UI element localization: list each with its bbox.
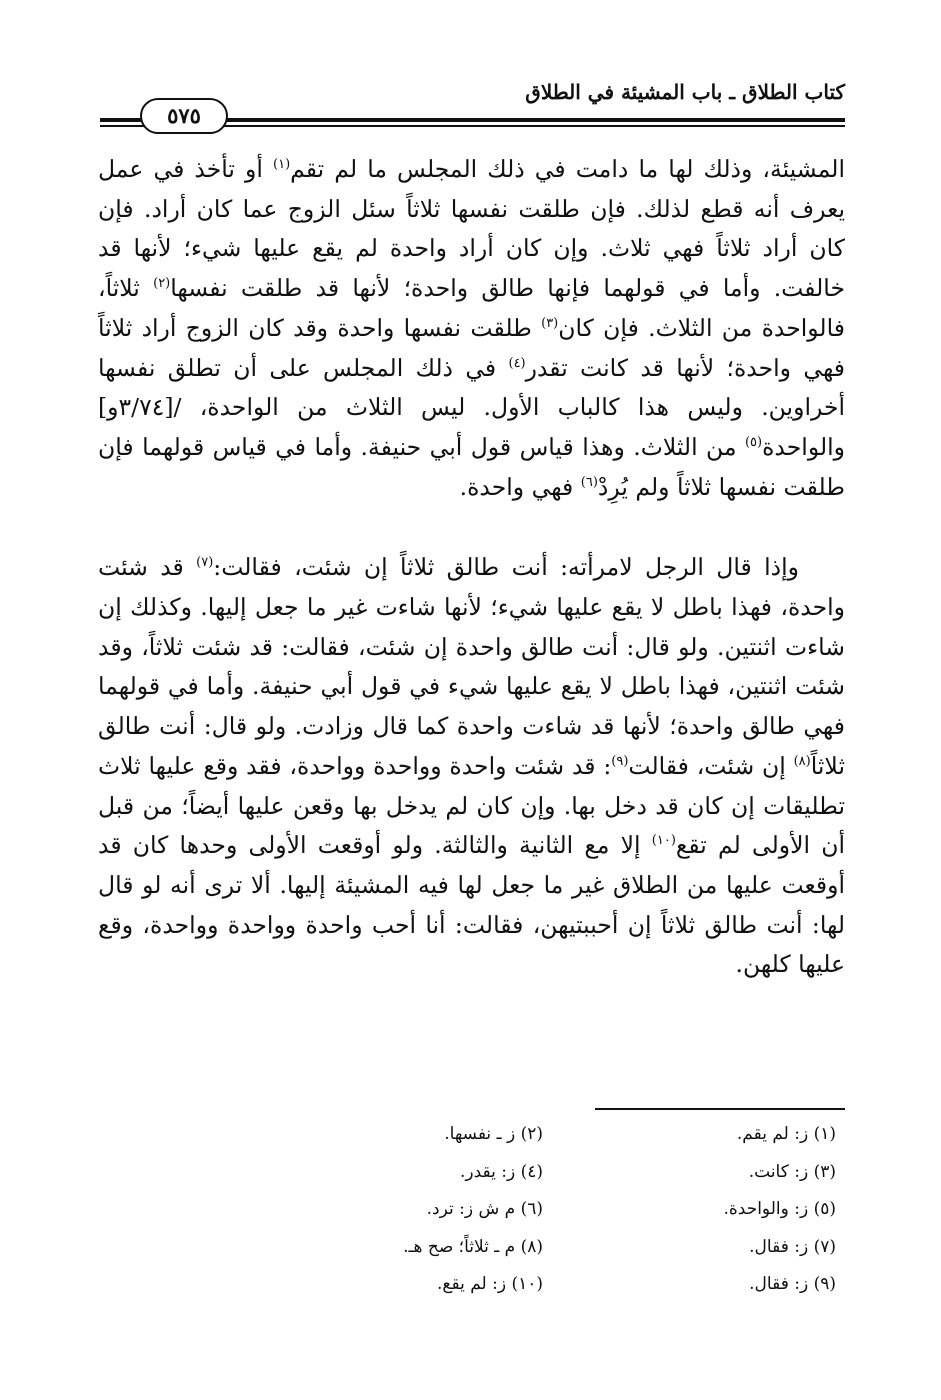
main-text (98, 150, 845, 985)
text-run: أو تأخذ في عمل يعرف أنه قطع لذلك. فإن طلقت نفسها ثلاثاً سئل الزوج عما كان أراد. فإن كان أراد ثلاثاً فهي ثلاث. وإن كان أراد واحدة لم يقع عليها شيء؛ لأنها قد خالفت. وأما في قولهما فإنها طالق واحدة؛ لأنها قد طلقت نفسها (98, 155, 845, 303)
footnote-number: (٥) (813, 1199, 836, 1219)
footnote-text: ز: لم يقع. (437, 1274, 507, 1294)
footnote-number: (١٠) (511, 1274, 543, 1294)
footnote-ref: (٩) (611, 754, 629, 770)
footnote-item (250, 1199, 543, 1237)
footnote-ref: (٧) (196, 555, 214, 571)
footnote-item (543, 1162, 836, 1200)
footnote-item (250, 1237, 543, 1275)
text-run: في ذلك المجلس على أن تطلق نفسها أخراوين. وليس هذا كالباب الأول. ليس الثلاث من الواحدة، /[٣/٧٤و] والواحدة (98, 353, 845, 461)
text-run: طلقت نفسها واحدة وقد كان الزوج أراد ثلاثاً فهي واحدة؛ لأنها قد كانت تقدر (98, 313, 846, 382)
footnote-number: (٧) (813, 1236, 836, 1257)
footnote-item (250, 1274, 543, 1312)
footnote-text: ز: والواحدة. (723, 1199, 809, 1219)
footnote-number: (٢) (520, 1124, 543, 1144)
text-run: إلا مع الثانية والثالثة. ولو أوقعت الأولى وحدها كان قد أوقعت عليها من الطلاق غير ما جعل لها فيه المشيئة إليها. ألا ترى أنه لو قال لها: أنت طالق ثلاثاً إن أحببتيهن، فقالت: أنا أحب واحدة وواحدة وواحدة، وقع عليها كلهن. (98, 831, 845, 979)
footnote-number: (٨) (520, 1236, 543, 1257)
footnote-number: (١) (813, 1124, 836, 1144)
footnote-ref: (١) (273, 157, 291, 173)
running-title: كتاب الطلاق ـ باب المشيئة في الطلاق (525, 80, 845, 104)
text-run: فهي واحدة. (459, 472, 581, 501)
footnote-number: (٩) (813, 1274, 836, 1294)
footnote-text: ز: يقدر. (459, 1161, 516, 1182)
footnote-text: ز: فقال. (749, 1274, 809, 1294)
footnote-number: (٣) (813, 1161, 836, 1182)
footnote-ref: (٥) (744, 435, 763, 451)
footnote-ref: (٨) (793, 754, 811, 770)
text-run: : قد شئت واحدة وواحدة وواحدة، فقد وقع عليها ثلاث تطليقات إن كان قد دخل بها. وإن كان لم يدخل بها وقعن عليها أيضاً؛ من قبل أن الأولى لم تقع (98, 751, 845, 860)
footnote-number: (٦) (520, 1199, 543, 1219)
paragraph-2 (98, 548, 845, 985)
page-header (100, 76, 845, 132)
text-run: ثلاثاً، فالواحدة من الثلاث. فإن كان (98, 274, 845, 342)
footnote-ref: (١٠) (651, 833, 676, 849)
text-run: قد شئت واحدة، فهذا باطل لا يقع عليها شيء؛ لأنها شاءت غير ما جعل إليها. وكذلك إن شاءت اثنتين. ولو قال: أنت طالق واحدة إن شئت، فقالت: قد شئت ثلاثاً، وقد شئت اثنتين، فهذا باطل لا يقع عليها شيء في قول أبي حنيفة. وأما في قولهما فهي طالق واحدة؛ لأنها قد شاءت واحدة كما قال وزادت. ولو قال: أنت طالق ثلاثاً (98, 553, 845, 780)
footnote-text: ز: فقال. (749, 1236, 809, 1257)
footnote-text: ز: كانت. (748, 1161, 809, 1182)
footnote-number: (٤) (520, 1161, 543, 1182)
footnote-ref: (٣) (541, 315, 559, 331)
text-run: إن شئت، فقالت (628, 751, 794, 780)
text-run: من الثلاث. وهذا قياس قول أبي حنيفة. وأما في قياس قولهما فإن طلقت نفسها ثلاثاً ولم يُرِدْ (98, 432, 845, 501)
footnote-item (543, 1199, 836, 1237)
footnote-ref: (٦) (580, 474, 598, 490)
page-number: ٥٧٥ (140, 98, 228, 134)
footnote-text: ز ـ نفسها. (444, 1124, 516, 1144)
footnote-text: ز: لم يقم. (736, 1124, 809, 1144)
footnote-text: م ش ز: ترد. (426, 1199, 516, 1219)
footnote-item (543, 1237, 836, 1275)
paragraph-1 (98, 150, 845, 507)
text-run: المشيئة، وذلك لها ما دامت في ذلك المجلس ما لم تقم (290, 155, 845, 183)
footnote-ref: (٢) (153, 276, 171, 292)
footnote-item (543, 1124, 836, 1162)
footnote-separator (595, 1108, 845, 1110)
footnote-item (543, 1274, 836, 1312)
footnote-ref: (٤) (508, 355, 526, 371)
text-run: وإذا قال الرجل لامرأته: أنت طالق ثلاثاً إن شئت، فقالت: (213, 553, 799, 582)
footnote-item (250, 1124, 543, 1162)
footnote-item (250, 1162, 543, 1200)
footnote-text: م ـ ثلاثاً؛ صح هـ. (403, 1236, 516, 1257)
footnotes (250, 1124, 836, 1312)
